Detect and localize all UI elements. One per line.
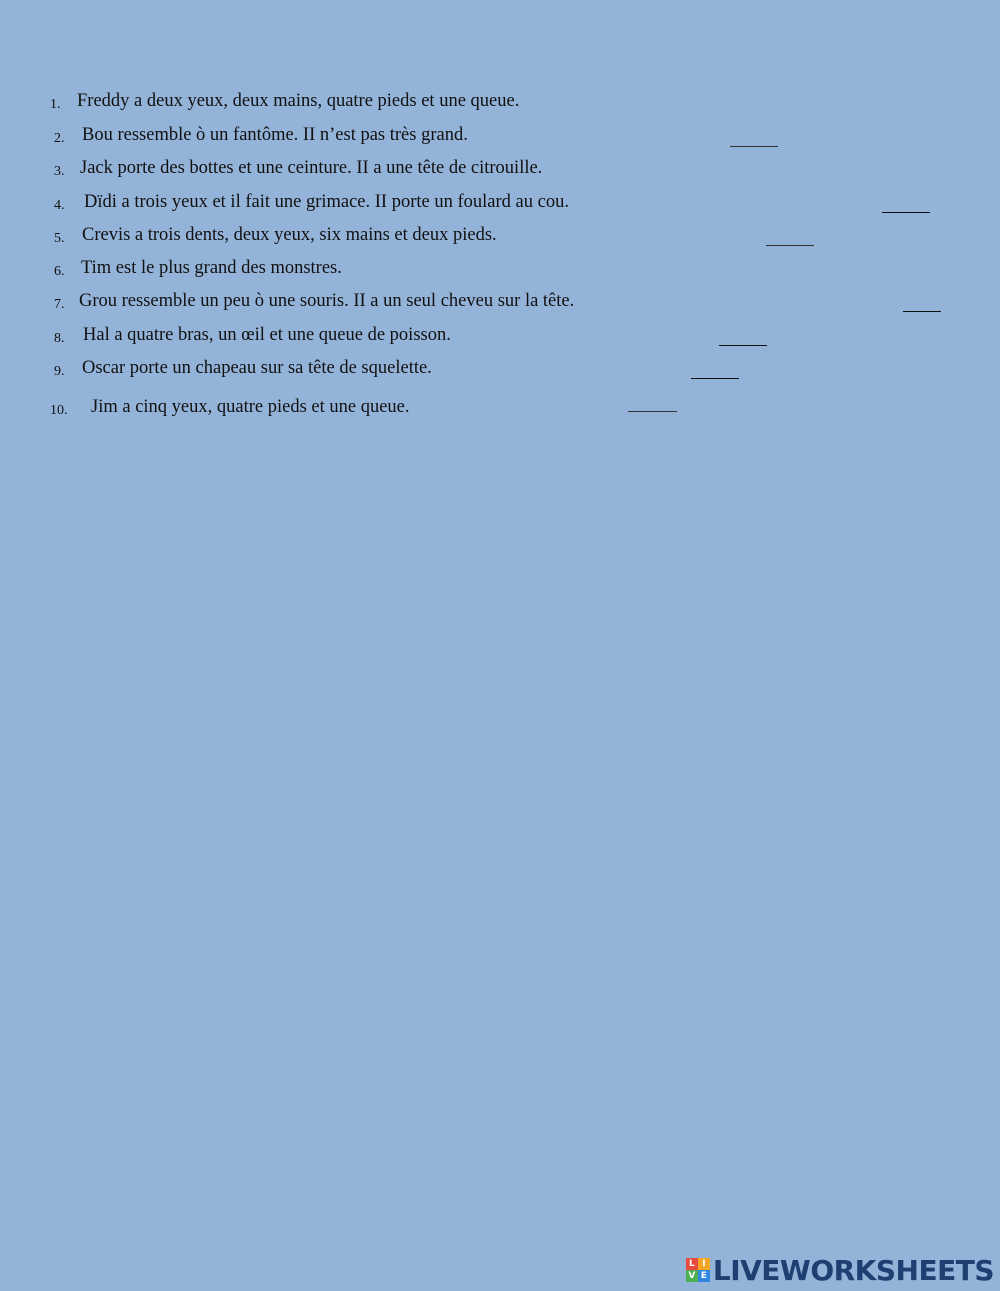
sentence-number: 5. [54,231,65,246]
answer-blank-8[interactable] [719,345,767,346]
sentence-number: 3. [54,164,65,179]
answer-blank-10[interactable] [628,411,677,412]
sentence-number: 9. [54,364,65,379]
liveworksheets-logo [686,1255,994,1285]
liveworksheets-logo-icon [686,1258,710,1282]
sentence-text: Freddy a deux yeux, deux mains, quatre pieds et une queue. [77,91,520,111]
sentence-text: Oscar porte un chapeau sur sa tête de squelette. [82,358,432,378]
sentence-number: 7. [54,297,65,312]
sentence-number: 1. [50,97,61,112]
sentence-number: 10. [50,403,68,418]
sentence-text: Jack porte des bottes et une ceinture. II a une tête de citrouille. [80,158,543,178]
sentence-text: Crevis a trois dents, deux yeux, six mains et deux pieds. [82,225,497,245]
answer-blank-2[interactable] [730,146,778,147]
sentence-text: Grou ressemble un peu ò une souris. II a un seul cheveu sur la tête. [79,291,575,311]
sentence-number: 6. [54,264,65,279]
logo-wordmark: LIVEWORKSHEETS [712,1253,994,1287]
answer-blank-5[interactable] [766,245,814,246]
logo-letter-v: V [686,1270,698,1282]
sentence-number: 2. [54,131,65,146]
sentence-text: Jim a cinq yeux, quatre pieds et une queue. [91,397,410,417]
sentence-text: Bou ressemble ò un fantôme. II n’est pas très grand. [82,125,468,145]
sentence-number: 8. [54,331,65,346]
answer-blank-4[interactable] [882,212,930,213]
answer-blank-7[interactable] [903,311,941,312]
sentence-text: Tim est le plus grand des monstres. [81,258,342,278]
sentence-number: 4. [54,198,65,213]
answer-blank-9[interactable] [691,378,739,379]
sentence-text: Hal a quatre bras, un œil et une queue de poisson. [83,325,451,345]
logo-letter-e: E [698,1270,710,1282]
logo-letter-l: L [686,1258,698,1270]
logo-letter-i: I [698,1258,710,1270]
sentence-text: Dïdi a trois yeux et il fait une grimace. II porte un foulard au cou. [84,192,569,212]
